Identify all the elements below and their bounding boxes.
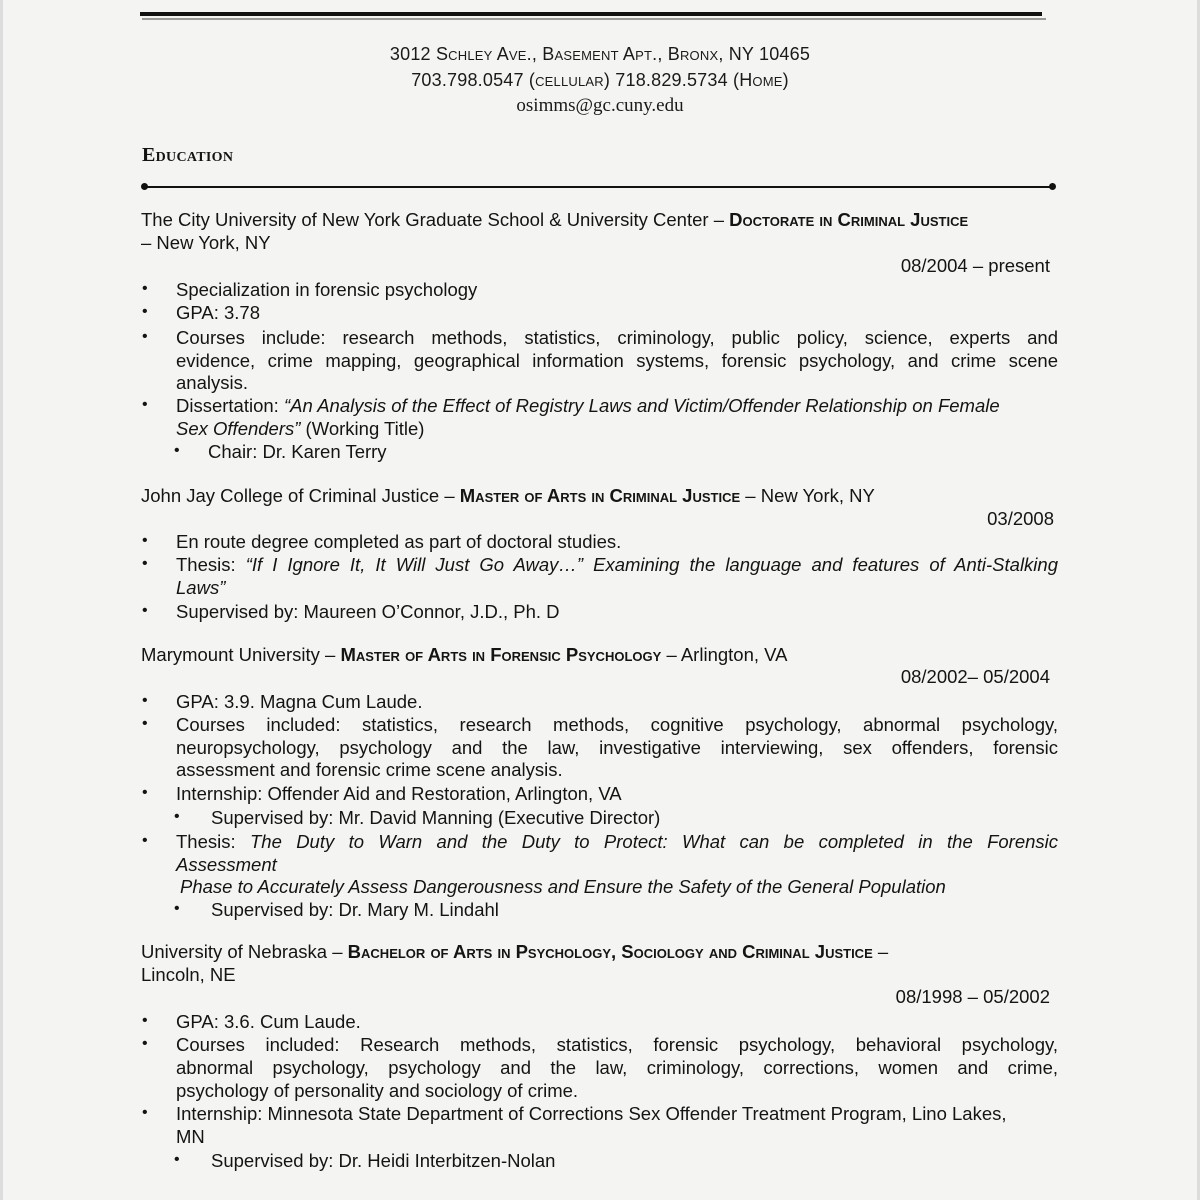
jjay-heading: [141, 485, 875, 507]
nebraska-date: 08/1998 – 05/2002: [895, 986, 1050, 1007]
jjay-thesis-title: “If I Ignore It, It Will Just Go Away…” Examining the language and features of Anti-Stalking: [245, 554, 1058, 575]
bullet: •: [142, 715, 148, 732]
jjay-thesis-line-2: [176, 577, 225, 599]
cuny-location: – New York, NY: [141, 232, 271, 253]
nebraska-courses-line-3: psychology of personality and sociology of crime.: [176, 1080, 579, 1101]
marymount-degree: Master of Arts in Forensic Psychology: [340, 644, 662, 665]
bullet: •: [142, 555, 148, 572]
cuny-bullet-1: Specialization in forensic psychology: [176, 279, 478, 300]
cuny-dissertation-title: “An Analysis of the Effect of Registry Laws and Victim/Offender Relationship on Female: [283, 395, 1000, 416]
cuny-courses-line-1: Courses include: research methods, statistics, criminology, public policy, science, experts and: [176, 327, 1058, 348]
contact-address: 3012 Schley Ave., Basement Apt., Bronx, NY 10465: [389, 44, 811, 64]
bullet: •: [142, 328, 148, 345]
cuny-dissertation-note: (Working Title): [300, 418, 425, 439]
contact-phone: 703.798.0547 (cellular) 718.829.5734 (Home): [411, 70, 789, 90]
marymount-supervisor-1: Supervised by: Mr. David Manning (Executive Director): [211, 807, 661, 828]
jjay-bullet-1: En route degree completed as part of doctoral studies.: [176, 531, 622, 552]
nebraska-courses-line-1: Courses included: Research methods, statistics, forensic psychology, behavioral psychology,: [176, 1034, 1058, 1055]
nebraska-bullet-1: GPA: 3.6. Cum Laude.: [176, 1011, 361, 1032]
marymount-courses-line-3: assessment and forensic crime scene analysis.: [176, 759, 563, 780]
nebraska-internship-line-1: Internship: Minnesota State Department of Corrections Sex Offender Treatment Program, Lino Lakes,: [176, 1103, 1007, 1124]
marymount-thesis-line-2: [176, 854, 277, 876]
bullet: •: [142, 692, 148, 709]
marymount-courses-line-2: neuropsychology, psychology and the law, investigative interviewing, sex offenders, forensic: [176, 737, 1058, 758]
cuny-courses-line-3: analysis.: [176, 372, 248, 393]
bullet: •: [142, 832, 148, 849]
cuny-chair: Chair: Dr. Karen Terry: [208, 441, 387, 462]
cuny-heading: [141, 209, 968, 231]
jjay-location: – New York, NY: [745, 485, 875, 506]
nebraska-degree: Bachelor of Arts in Psychology, Sociology and Criminal Justice: [347, 941, 873, 962]
jjay-thesis-label: Thesis:: [176, 554, 236, 575]
cuny-degree: Doctorate in Criminal Justice: [729, 209, 969, 230]
sub-bullet: •: [174, 900, 180, 917]
sub-bullet: •: [174, 442, 180, 459]
jjay-thesis-line-1: [176, 554, 1058, 576]
marymount-internship: Internship: Offender Aid and Restoration, Arlington, VA: [176, 783, 622, 804]
marymount-location: – Arlington, VA: [666, 644, 788, 665]
nebraska-location: Lincoln, NE: [141, 964, 236, 985]
bullet: •: [142, 784, 148, 801]
cuny-courses-line-2: evidence, crime mapping, geographical information systems, forensic psychology, and crime scene: [176, 350, 1058, 371]
section-rule-right-dot: [1049, 183, 1056, 190]
marymount-date: 08/2002– 05/2004: [900, 666, 1050, 687]
jjay-degree: Master of Arts in Criminal Justice: [459, 485, 741, 506]
section-rule: [144, 186, 1054, 188]
sub-bullet: •: [174, 808, 180, 825]
marymount-courses-line-1: Courses included: statistics, research methods, cognitive psychology, abnormal psychology,: [176, 714, 1058, 735]
bullet: •: [142, 602, 148, 619]
cuny-dissertation-title-cont: Sex Offenders”: [176, 418, 301, 439]
cuny-school: The City University of New York Graduate School & University Center –: [141, 209, 724, 230]
marymount-thesis-title-cont: Assessment: [176, 854, 277, 875]
marymount-thesis-title-cont-2: Phase to Accurately Assess Dangerousness and Ensure the Safety of the General Population: [180, 876, 946, 897]
contact-email: osimms@gc.cuny.edu: [516, 95, 684, 116]
sub-bullet: •: [174, 1151, 180, 1168]
marymount-heading: [141, 644, 787, 666]
header-rule: [140, 12, 1042, 16]
marymount-thesis-title: The Duty to Warn and the Duty to Protect: What can be completed in the Forensic: [249, 831, 1059, 852]
bullet: •: [142, 396, 148, 413]
bullet: •: [142, 1104, 148, 1121]
marymount-supervisor-2: Supervised by: Dr. Mary M. Lindahl: [211, 899, 499, 920]
section-title-education: Education: [142, 144, 234, 166]
nebraska-internship-line-2: MN: [176, 1126, 205, 1147]
header-rule-shadow: [142, 18, 1046, 20]
nebraska-heading: [141, 941, 888, 963]
section-rule-left-dot: [141, 183, 148, 190]
marymount-thesis-line-1: [176, 831, 1058, 853]
marymount-school: Marymount University –: [141, 644, 336, 665]
nebraska-supervisor: Supervised by: Dr. Heidi Interbitzen-Nolan: [211, 1150, 556, 1171]
cuny-dissertation-line-2: [176, 418, 424, 440]
bullet: •: [142, 1035, 148, 1052]
cuny-bullet-2: GPA: 3.78: [176, 302, 260, 323]
marymount-thesis-label: Thesis:: [176, 831, 236, 852]
jjay-bullet-3: Supervised by: Maureen O’Connor, J.D., Ph. D: [176, 601, 560, 622]
marymount-bullet-1: GPA: 3.9. Magna Cum Laude.: [176, 691, 423, 712]
nebraska-courses-line-2: abnormal psychology, psychology and the law, criminology, corrections, women and crime,: [176, 1057, 1058, 1078]
bullet: •: [142, 280, 148, 297]
bullet: •: [142, 303, 148, 320]
cuny-dissertation-line-1: [176, 395, 1000, 417]
jjay-school: John Jay College of Criminal Justice –: [141, 485, 455, 506]
cuny-dissertation-label: Dissertation:: [176, 395, 279, 416]
bullet: •: [142, 1012, 148, 1029]
marymount-thesis-line-3: [180, 876, 946, 898]
nebraska-dash: –: [872, 941, 889, 962]
jjay-thesis-title-cont: Laws”: [176, 577, 226, 598]
page-edge-left: [0, 0, 3, 1200]
jjay-date: 03/2008: [987, 508, 1054, 529]
bullet: •: [142, 532, 148, 549]
cuny-date: 08/2004 – present: [900, 255, 1050, 276]
nebraska-school: University of Nebraska –: [141, 941, 343, 962]
